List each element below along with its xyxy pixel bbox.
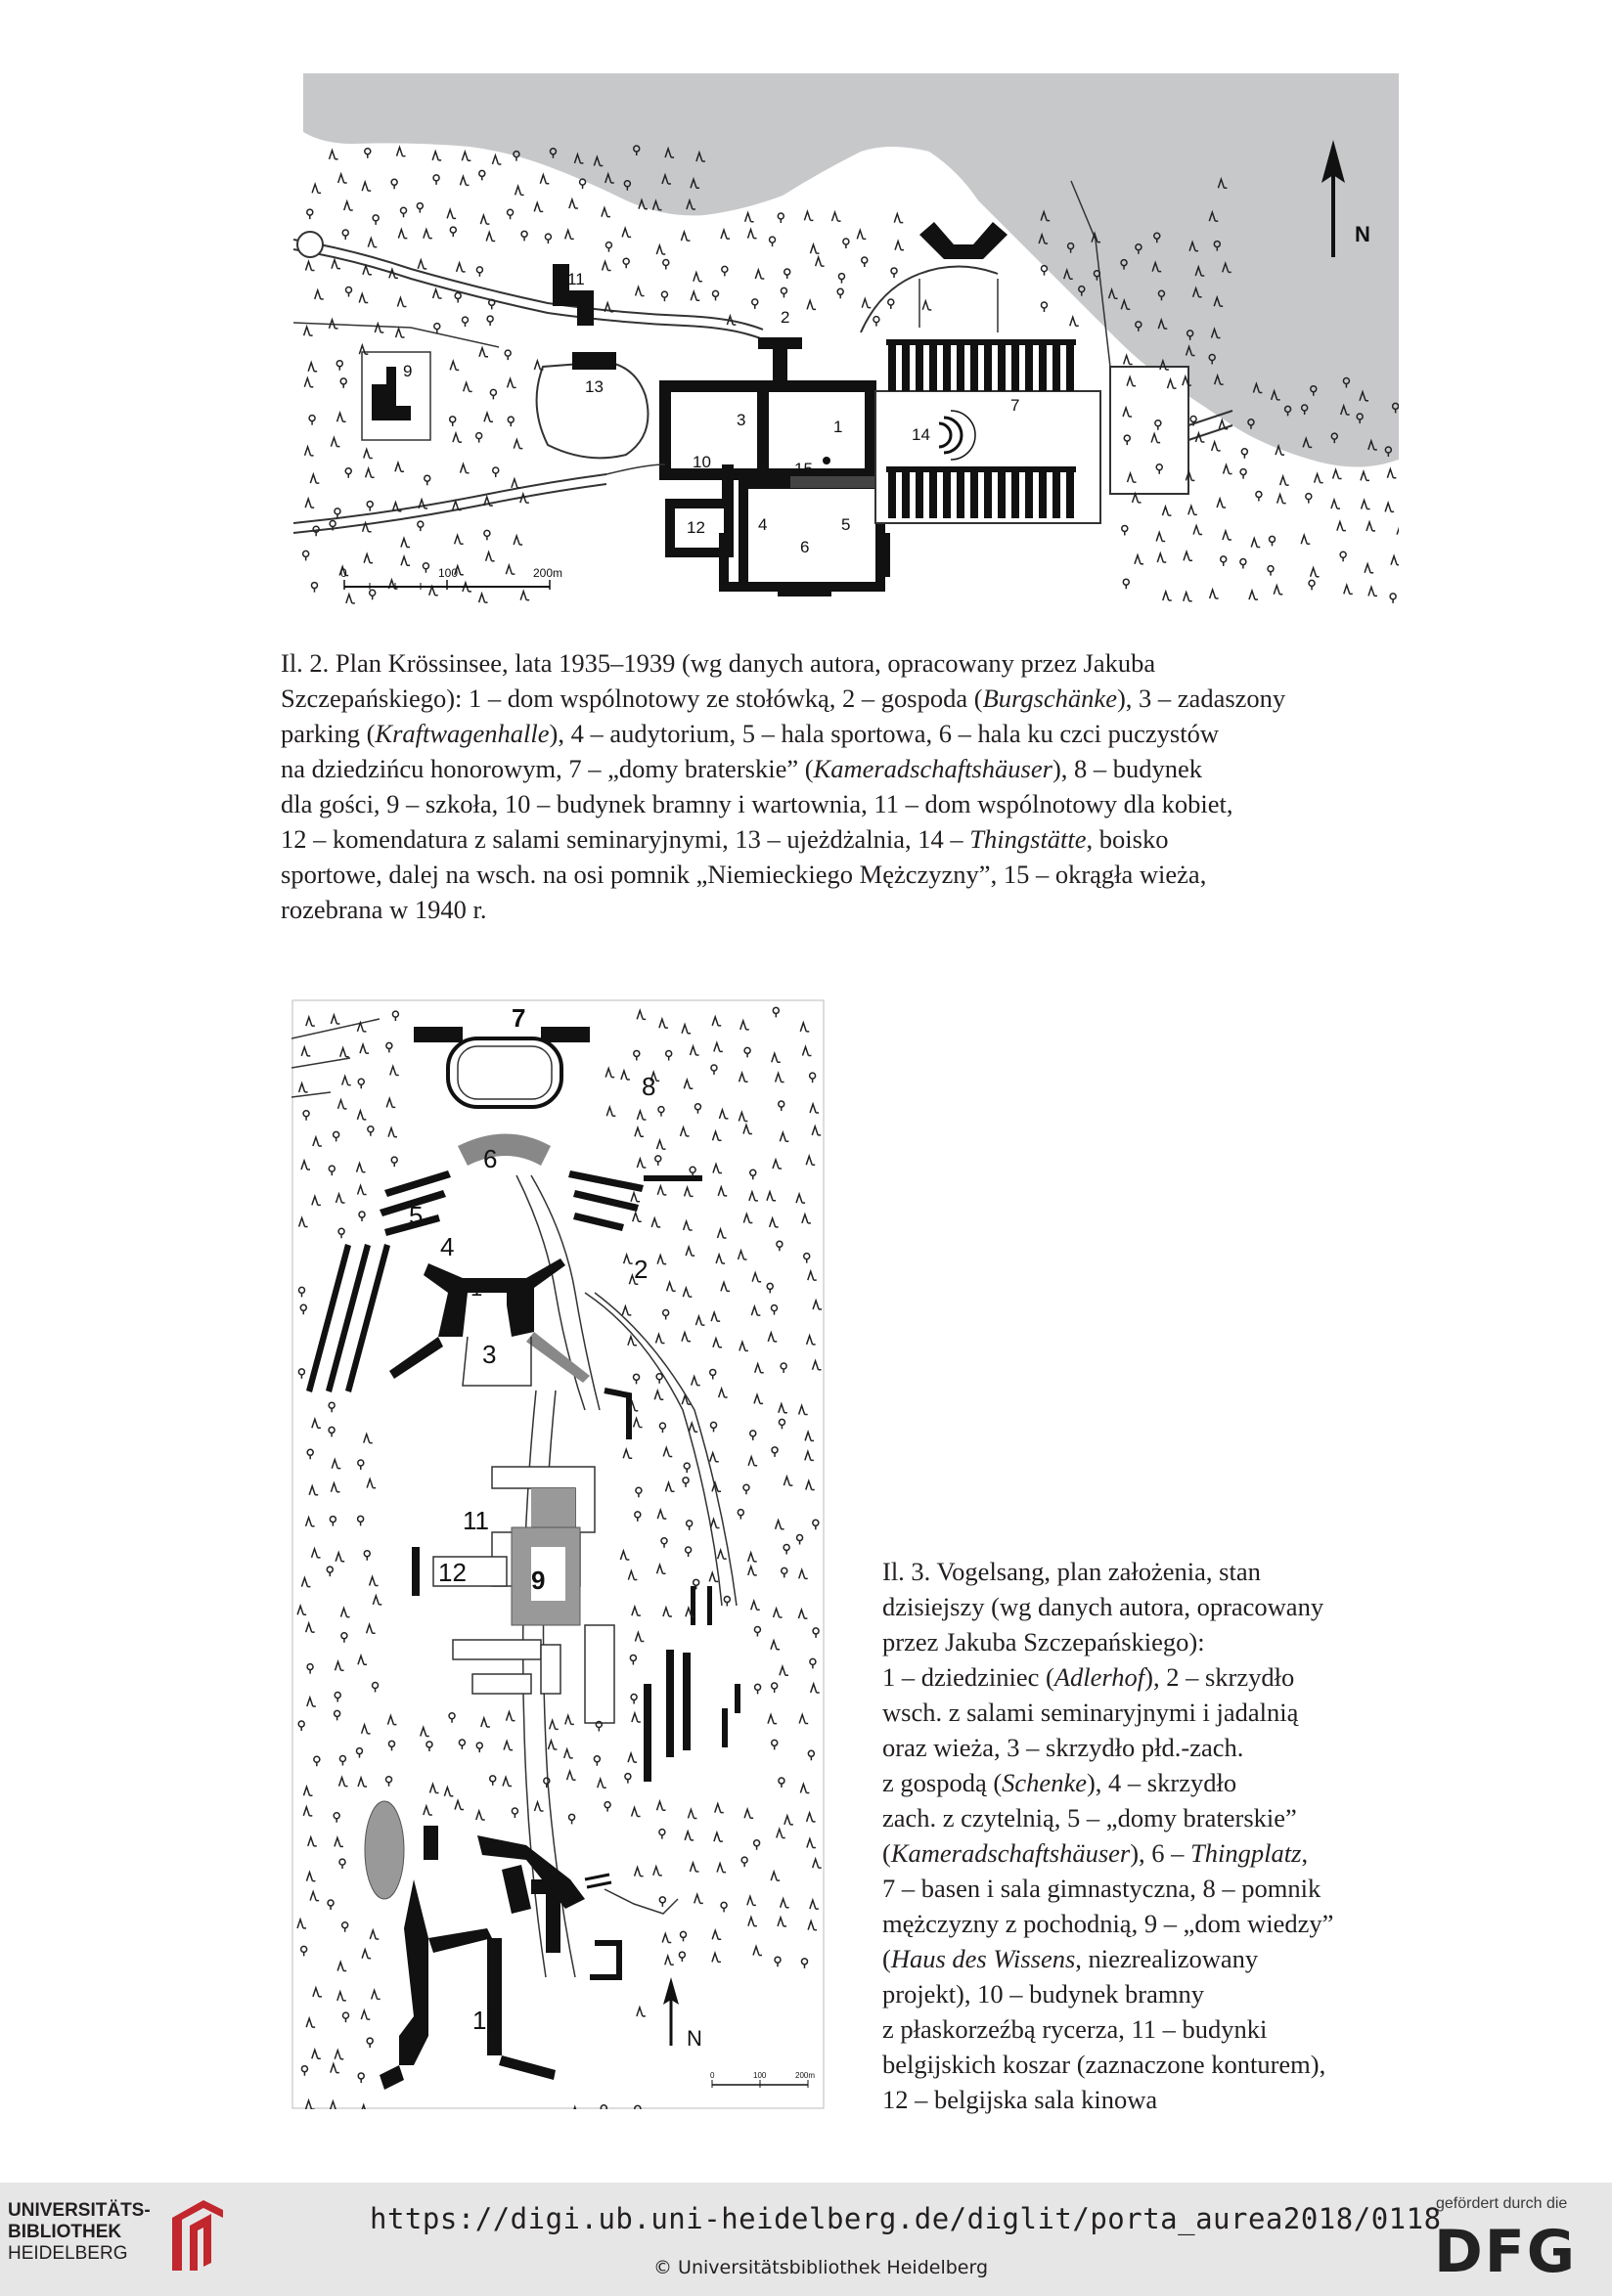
caption2-line-12: (Haus des Wissens, niezrealizowany xyxy=(882,1944,1259,1973)
label-9: 9 xyxy=(531,1566,546,1595)
scale-label-0: 0 xyxy=(710,2071,715,2080)
scale-bar xyxy=(344,580,550,590)
label-5: 5 xyxy=(409,1201,424,1230)
label-12: 12 xyxy=(438,1558,467,1587)
label-14: 14 xyxy=(912,425,930,444)
label-7: 7 xyxy=(512,1003,526,1033)
caption2-line-6: oraz wieża, 3 – skrzydło płd.-zach. xyxy=(882,1733,1244,1762)
university-library-logo[interactable] xyxy=(8,2196,233,2282)
label-2: 2 xyxy=(781,308,790,327)
caption2-line-15: belgijskich koszar (zaznaczone konturem), xyxy=(882,2050,1326,2079)
label-11: 11 xyxy=(567,270,585,288)
caption2-line-1: Il. 3. Vogelsang, plan założenia, stan xyxy=(882,1557,1261,1586)
caption2-line-14: z płaskorzeźbą rycerza, 11 – budynki xyxy=(882,2014,1268,2044)
copyright-notice: © Universitätsbibliothek Heidelberg xyxy=(653,2257,989,2278)
caption2-line-9: (Kameradschaftshäuser), 6 – Thingplatz, xyxy=(882,1838,1309,1868)
caption2-line-4: 1 – dziedziniec (Adlerhof), 2 – skrzydło xyxy=(882,1662,1295,1692)
footer-bar xyxy=(0,2183,1612,2296)
caption1-line-2: Szczepańskiego): 1 – dom wspólnotowy ze stołówką, 2 – gospoda (Burgschänke), 3 – zadaszony xyxy=(281,684,1286,713)
caption2-line-13: projekt), 10 – budynek bramny xyxy=(882,1979,1204,2009)
krossinsee-plan-drawing xyxy=(293,73,1399,606)
caption1-line-1: Il. 2. Plan Krössinsee, lata 1935–1939 (wg danych autora, opracowany przez Jakuba xyxy=(281,648,1156,678)
caption1-line-4: na dziedzińcu honorowym, 7 – „domy braterskie” (Kameradschaftshäuser), 8 – budynek xyxy=(281,754,1203,783)
north-label: N xyxy=(1355,222,1370,246)
caption1-line-3: parking (Kraftwagenhalle), 4 – audytorium, 5 – hala sportowa, 6 – hala ku czci puczystów xyxy=(281,719,1219,748)
label-10: 10 xyxy=(693,453,711,471)
north-label: N xyxy=(687,2026,702,2051)
label-10: 10 xyxy=(472,2006,501,2035)
caption1-line-5: dla gości, 9 – szkoła, 10 – budynek bramny i wartownia, 11 – dom wspólnotowy dla kobiet, xyxy=(281,789,1233,818)
caption2-line-5: wsch. z salami seminaryjnymi i jadalnią xyxy=(882,1698,1299,1727)
caption2-line-2: dzisiejszy (wg danych autora, opracowany xyxy=(882,1592,1324,1621)
library-emblem-icon xyxy=(164,2196,229,2274)
dfg-funding-note: gefördert durch die xyxy=(1436,2195,1568,2212)
label-1: 1 xyxy=(470,1276,483,1301)
scale-label-100: 100 xyxy=(753,2071,767,2080)
label-3: 3 xyxy=(482,1340,497,1369)
fraternity-houses-north xyxy=(886,339,1076,391)
scale-label-200m: 200m xyxy=(533,566,563,580)
figure-3-caption xyxy=(882,1554,1391,2117)
dfg-logo[interactable]: DFG xyxy=(1434,2218,1578,2286)
label-5: 5 xyxy=(841,515,851,534)
caption2-line-8: zach. z czytelnią, 5 – „domy braterskie” xyxy=(882,1803,1297,1832)
label-9: 9 xyxy=(403,362,413,380)
caption2-line-10: 7 – basen i sala gimnastyczna, 8 – pomnik xyxy=(882,1874,1321,1903)
caption1-line-7: sportowe, dalej na wsch. na osi pomnik „Niemieckiego Mężczyzny”, 15 – okrągła wieża, xyxy=(281,860,1207,889)
label-6: 6 xyxy=(800,538,810,556)
library-name-line-3: HEIDELBERG xyxy=(8,2243,128,2264)
page-url-link[interactable]: https://digi.ub.uni-heidelberg.de/diglit/porta_aurea2018/0118 xyxy=(370,2202,1442,2235)
label-13: 13 xyxy=(585,377,604,396)
vogelsang-site-plan xyxy=(291,999,825,2109)
caption1-line-8: rozebrana w 1940 r. xyxy=(281,895,487,924)
label-11: 11 xyxy=(463,1506,489,1535)
scale-label-200m: 200m xyxy=(795,2071,816,2080)
label-8: 8 xyxy=(642,1072,656,1101)
vogelsang-plan-drawing xyxy=(291,999,825,2109)
label-2: 2 xyxy=(634,1255,649,1284)
label-3: 3 xyxy=(737,411,746,429)
caption2-line-11: mężczyzny z pochodnią, 9 – „dom wiedzy” xyxy=(882,1909,1334,1938)
caption1-line-6: 12 – komendatura z salami seminaryjnymi, 13 – ujeżdżalnia, 14 – Thingstätte, boisko xyxy=(281,824,1169,854)
caption2-line-3: przez Jakuba Szczepańskiego): xyxy=(882,1627,1205,1656)
label-7: 7 xyxy=(1010,396,1020,415)
label-1: 1 xyxy=(833,418,843,436)
library-name-line-1: UNIVERSITÄTS- xyxy=(8,2200,151,2221)
label-4: 4 xyxy=(758,515,768,534)
library-name-line-2: BIBLIOTHEK xyxy=(8,2222,122,2242)
caption2-line-16: 12 – belgijska sala kinowa xyxy=(882,2085,1158,2114)
scale-label-0: 0 xyxy=(340,566,347,580)
label-6: 6 xyxy=(483,1144,498,1173)
krossinsee-site-plan xyxy=(293,73,1399,606)
label-15: 15 xyxy=(794,460,813,478)
figure-2-caption xyxy=(281,645,1406,927)
label-12: 12 xyxy=(687,518,705,537)
label-4: 4 xyxy=(440,1232,455,1261)
label-8: 8 xyxy=(948,220,958,239)
caption2-line-7: z gospodą (Schenke), 4 – skrzydło xyxy=(882,1768,1237,1797)
scale-label-100: 100 xyxy=(438,566,459,580)
